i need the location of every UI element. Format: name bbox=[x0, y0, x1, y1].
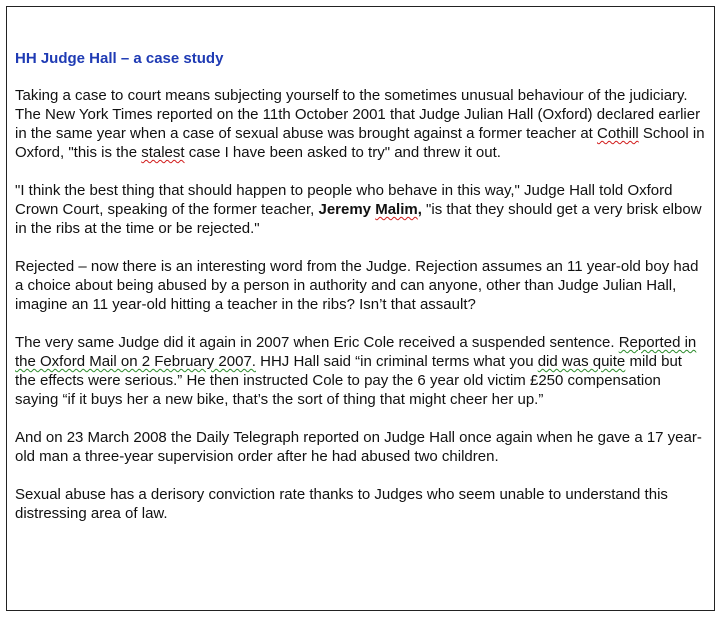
paragraph-4 bbox=[15, 333, 705, 409]
grammar-flag-reported: Reported in the Oxford Mail on 2 February 2007. bbox=[15, 334, 697, 370]
p4-text-a: The very same Judge did it again in 2007 when Eric Cole received a suspended sentence. bbox=[15, 334, 619, 351]
grammar-flag-did-was-quite: did was quite bbox=[537, 353, 626, 370]
paragraph-5: And on 23 March 2008 the Daily Telegraph reported on Judge Hall once again when he gave a 17 year-old man a three-year supervision order after he had abused two children. bbox=[15, 429, 702, 465]
paragraph-6: Sexual abuse has a derisory conviction rate thanks to Judges who seem unable to understand this distressing area of law. bbox=[15, 486, 668, 522]
name-first: Jeremy bbox=[318, 201, 376, 218]
p1-text-c: case I have been asked to try" and threw it out. bbox=[184, 144, 501, 161]
document-title: HH Judge Hall – a case study bbox=[15, 50, 224, 67]
spelling-flag-cothill: Cothill bbox=[597, 125, 639, 142]
p1-text-a: Taking a case to court means subjecting yourself to the sometimes unusual behaviour of the judiciary. The New York Times reported on the 11th October 2001 that Judge Julian Hall (Oxford) declared earlier in the same year when a case of sexual abuse was brought against a former teacher at bbox=[15, 87, 701, 142]
spelling-flag-malim: Malim bbox=[375, 201, 418, 218]
p2-text-a: "I think the best thing that should happen to people who behave in this way," Judge Hall told Oxford Crown Court, speaking of the former teacher, bbox=[15, 182, 673, 218]
p1-text-b: School in Oxford, "this is the bbox=[15, 125, 705, 161]
document-body bbox=[15, 49, 705, 542]
spelling-flag-stalest: stalest bbox=[141, 144, 185, 161]
name-comma: , bbox=[417, 201, 422, 218]
p4-text-c: mild but the effects were serious.” He then instructed Cole to pay the 6 year old victim £250 compensation saying “if it buys her a new bike, that’s the sort of thing that might cheer her up.” bbox=[15, 353, 682, 408]
paragraph-1 bbox=[15, 86, 705, 162]
paragraph-2 bbox=[15, 181, 705, 238]
paragraph-3: Rejected – now there is an interesting word from the Judge. Rejection assumes an 11 year-old boy had a choice about being abused by a person in authority and can anyone, other than Judge Julian Hall, imagine an 11 year-old hitting a teacher in the ribs? Isn’t that assault? bbox=[15, 258, 699, 313]
p4-text-b: HHJ Hall said “in criminal terms what you bbox=[255, 353, 538, 370]
p2-text-b: "is that they should get a very brisk elbow in the ribs at the time or be rejected." bbox=[15, 201, 702, 237]
